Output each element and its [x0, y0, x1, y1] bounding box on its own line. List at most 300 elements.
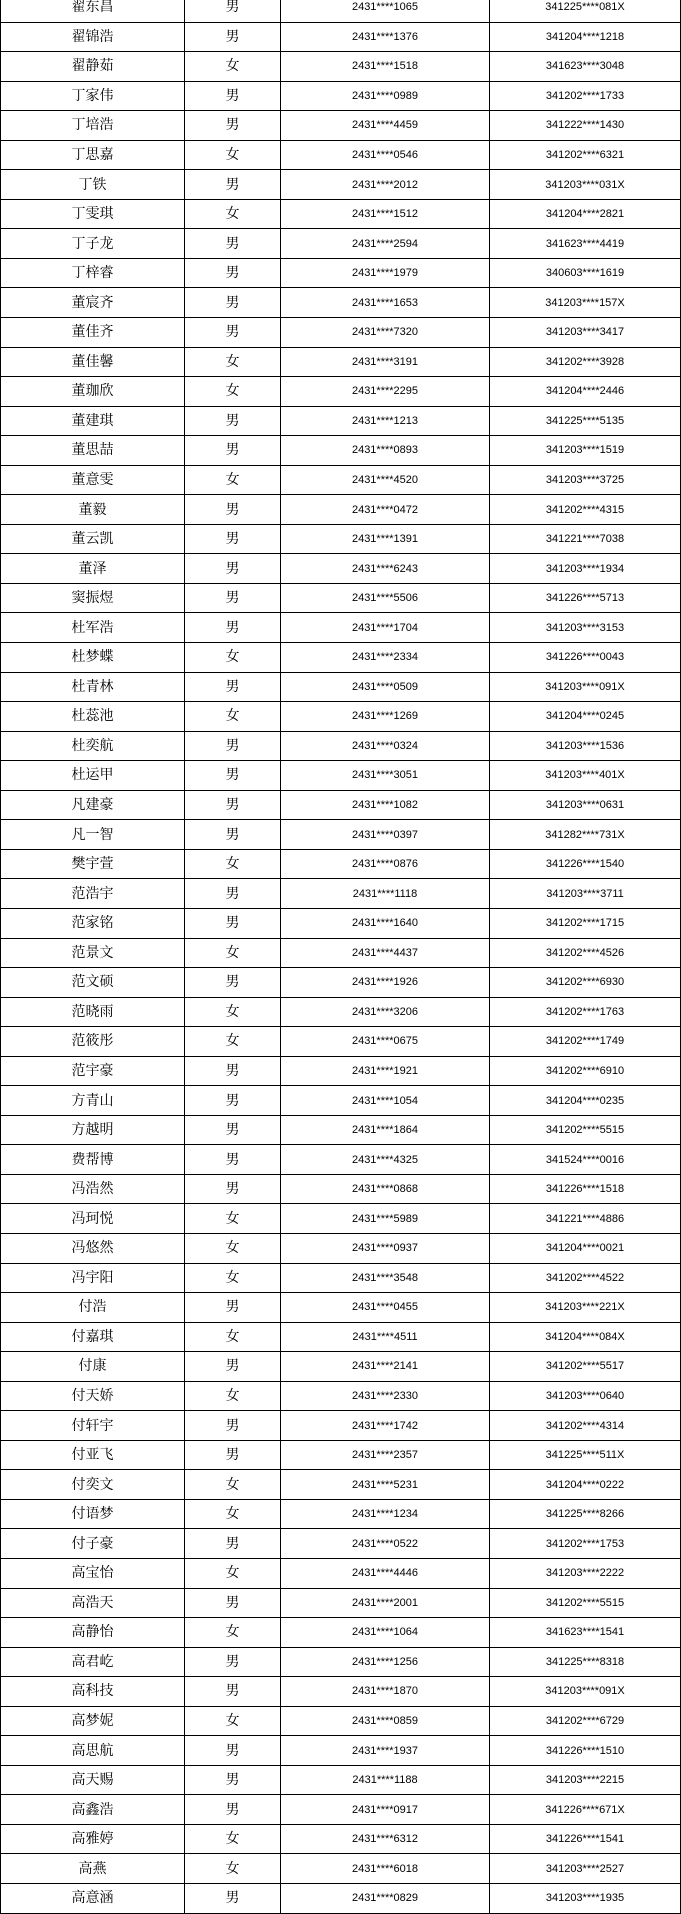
name-cell: 丁家伟 [1, 81, 185, 111]
exam-number-cell: 2431****1704 [281, 613, 490, 643]
gender-cell: 女 [185, 643, 281, 673]
name-cell: 范浩宇 [1, 879, 185, 909]
exam-number-cell: 2431****4446 [281, 1558, 490, 1588]
table-row [1, 1115, 681, 1145]
id-number-cell: 341222****1430 [490, 111, 681, 141]
exam-number-cell: 2431****0675 [281, 1027, 490, 1057]
table-row [1, 140, 681, 170]
gender-cell: 女 [185, 1263, 281, 1293]
exam-number-cell: 2431****6243 [281, 554, 490, 584]
name-cell: 丁梓睿 [1, 258, 185, 288]
table-row [1, 1558, 681, 1588]
exam-number-cell: 2431****1653 [281, 288, 490, 318]
table-row [1, 495, 681, 525]
gender-cell: 女 [185, 1824, 281, 1854]
name-cell: 高雅婷 [1, 1824, 185, 1854]
name-cell: 董珈欣 [1, 377, 185, 407]
id-number-cell: 341202****6321 [490, 140, 681, 170]
exam-number-cell: 2431****1054 [281, 1086, 490, 1116]
table-row [1, 672, 681, 702]
name-cell: 高天赐 [1, 1765, 185, 1795]
exam-number-cell: 2431****4325 [281, 1145, 490, 1175]
table-row [1, 377, 681, 407]
name-cell: 范文硕 [1, 968, 185, 998]
name-cell: 付语梦 [1, 1499, 185, 1529]
id-number-cell: 341623****1541 [490, 1618, 681, 1648]
gender-cell: 男 [185, 111, 281, 141]
table-row [1, 1854, 681, 1884]
table-row [1, 731, 681, 761]
id-number-cell: 341203****3417 [490, 318, 681, 348]
table-body [1, 0, 681, 1913]
gender-cell: 男 [185, 22, 281, 52]
exam-number-cell: 2431****0829 [281, 1884, 490, 1914]
exam-number-cell: 2431****1512 [281, 199, 490, 229]
table-row [1, 1027, 681, 1057]
name-cell: 付嘉琪 [1, 1322, 185, 1352]
gender-cell: 男 [185, 820, 281, 850]
name-cell: 付浩 [1, 1293, 185, 1323]
id-number-cell: 341226****1510 [490, 1736, 681, 1766]
name-cell: 杜运甲 [1, 761, 185, 791]
table-row [1, 1647, 681, 1677]
name-cell: 冯浩然 [1, 1174, 185, 1204]
table-row [1, 820, 681, 850]
id-number-cell: 341204****084X [490, 1322, 681, 1352]
exam-number-cell: 2431****1921 [281, 1056, 490, 1086]
gender-cell: 男 [185, 1293, 281, 1323]
table-row [1, 1322, 681, 1352]
id-number-cell: 341226****1541 [490, 1824, 681, 1854]
gender-cell: 女 [185, 938, 281, 968]
id-number-cell: 341226****5713 [490, 583, 681, 613]
exam-number-cell: 2431****2141 [281, 1352, 490, 1382]
name-cell: 凡建豪 [1, 790, 185, 820]
id-number-cell: 341202****3928 [490, 347, 681, 377]
id-number-cell: 341202****6930 [490, 968, 681, 998]
exam-number-cell: 2431****4511 [281, 1322, 490, 1352]
id-number-cell: 341226****0043 [490, 643, 681, 673]
id-number-cell: 341202****6729 [490, 1706, 681, 1736]
exam-number-cell: 2431****1064 [281, 1618, 490, 1648]
id-number-cell: 341203****3153 [490, 613, 681, 643]
table-row [1, 790, 681, 820]
name-cell: 方青山 [1, 1086, 185, 1116]
table-row [1, 938, 681, 968]
table-row [1, 1795, 681, 1825]
id-number-cell: 341203****221X [490, 1293, 681, 1323]
exam-number-cell: 2431****1926 [281, 968, 490, 998]
gender-cell: 男 [185, 288, 281, 318]
table-row [1, 1765, 681, 1795]
name-cell: 丁子龙 [1, 229, 185, 259]
table-row [1, 613, 681, 643]
id-number-cell: 341203****2222 [490, 1558, 681, 1588]
table-row [1, 1677, 681, 1707]
gender-cell: 男 [185, 0, 281, 22]
exam-number-cell: 2431****1213 [281, 406, 490, 436]
table-row [1, 347, 681, 377]
gender-cell: 男 [185, 524, 281, 554]
table-row [1, 1470, 681, 1500]
id-number-cell: 341203****1536 [490, 731, 681, 761]
table-row [1, 1736, 681, 1766]
id-number-cell: 341202****1763 [490, 997, 681, 1027]
table-row [1, 1352, 681, 1382]
name-cell: 范宇豪 [1, 1056, 185, 1086]
table-row [1, 1588, 681, 1618]
id-number-cell: 341202****1733 [490, 81, 681, 111]
id-number-cell: 341202****4522 [490, 1263, 681, 1293]
id-number-cell: 341204****0245 [490, 702, 681, 732]
table-row [1, 288, 681, 318]
table-row [1, 199, 681, 229]
gender-cell: 女 [185, 1558, 281, 1588]
table-row [1, 1145, 681, 1175]
exam-number-cell: 2431****0397 [281, 820, 490, 850]
name-cell: 高君屹 [1, 1647, 185, 1677]
name-cell: 董云凯 [1, 524, 185, 554]
name-cell: 杜奕航 [1, 731, 185, 761]
exam-number-cell: 2431****2001 [281, 1588, 490, 1618]
exam-number-cell: 2431****1742 [281, 1411, 490, 1441]
id-number-cell: 341203****2215 [490, 1765, 681, 1795]
table-row [1, 436, 681, 466]
name-cell: 范筱彤 [1, 1027, 185, 1057]
name-cell: 杜梦蝶 [1, 643, 185, 673]
exam-number-cell: 2431****0859 [281, 1706, 490, 1736]
table-row [1, 997, 681, 1027]
exam-number-cell: 2431****2357 [281, 1440, 490, 1470]
id-number-cell: 341202****4314 [490, 1411, 681, 1441]
table-row [1, 81, 681, 111]
id-number-cell: 341204****0235 [490, 1086, 681, 1116]
gender-cell: 男 [185, 1352, 281, 1382]
gender-cell: 男 [185, 1588, 281, 1618]
table-row [1, 1499, 681, 1529]
table-row [1, 524, 681, 554]
gender-cell: 女 [185, 1854, 281, 1884]
table-row [1, 318, 681, 348]
id-number-cell: 341225****8266 [490, 1499, 681, 1529]
table-row [1, 22, 681, 52]
name-cell: 董泽 [1, 554, 185, 584]
exam-number-cell: 2431****1937 [281, 1736, 490, 1766]
id-number-cell: 341226****1518 [490, 1174, 681, 1204]
exam-number-cell: 2431****5989 [281, 1204, 490, 1234]
name-cell: 董佳馨 [1, 347, 185, 377]
gender-cell: 女 [185, 1706, 281, 1736]
id-number-cell: 341226****671X [490, 1795, 681, 1825]
id-number-cell: 341225****511X [490, 1440, 681, 1470]
name-cell: 翟东昌 [1, 0, 185, 22]
exam-number-cell: 2431****2295 [281, 377, 490, 407]
id-number-cell: 341203****3711 [490, 879, 681, 909]
table-row [1, 1263, 681, 1293]
id-number-cell: 341203****1519 [490, 436, 681, 466]
name-cell: 高科技 [1, 1677, 185, 1707]
id-number-cell: 341225****8318 [490, 1647, 681, 1677]
exam-number-cell: 2431****0546 [281, 140, 490, 170]
id-number-cell: 341204****2446 [490, 377, 681, 407]
gender-cell: 女 [185, 1618, 281, 1648]
name-cell: 杜蕊池 [1, 702, 185, 732]
name-cell: 高宝怡 [1, 1558, 185, 1588]
gender-cell: 男 [185, 406, 281, 436]
id-number-cell: 341202****1749 [490, 1027, 681, 1057]
exam-number-cell: 2431****0522 [281, 1529, 490, 1559]
gender-cell: 男 [185, 170, 281, 200]
name-cell: 高意涵 [1, 1884, 185, 1914]
table-row [1, 1086, 681, 1116]
id-number-cell: 341221****7038 [490, 524, 681, 554]
gender-cell: 男 [185, 761, 281, 791]
table-row [1, 52, 681, 82]
exam-number-cell: 2431****1256 [281, 1647, 490, 1677]
exam-number-cell: 2431****2594 [281, 229, 490, 259]
gender-cell: 男 [185, 968, 281, 998]
gender-cell: 男 [185, 258, 281, 288]
table-row [1, 111, 681, 141]
exam-number-cell: 2431****5506 [281, 583, 490, 613]
gender-cell: 女 [185, 1381, 281, 1411]
exam-number-cell: 2431****0455 [281, 1293, 490, 1323]
name-cell: 窦振煜 [1, 583, 185, 613]
gender-cell: 男 [185, 1736, 281, 1766]
id-number-cell: 341225****081X [490, 0, 681, 22]
name-cell: 丁铁 [1, 170, 185, 200]
table-row [1, 908, 681, 938]
gender-cell: 男 [185, 436, 281, 466]
gender-cell: 男 [185, 583, 281, 613]
name-cell: 范家铭 [1, 908, 185, 938]
exam-number-cell: 2431****0868 [281, 1174, 490, 1204]
name-cell: 付奕文 [1, 1470, 185, 1500]
exam-number-cell: 2431****1979 [281, 258, 490, 288]
name-cell: 冯珂悦 [1, 1204, 185, 1234]
table-row [1, 1381, 681, 1411]
gender-cell: 男 [185, 1795, 281, 1825]
id-number-cell: 341203****091X [490, 1677, 681, 1707]
id-number-cell: 341202****4526 [490, 938, 681, 968]
exam-number-cell: 2431****3206 [281, 997, 490, 1027]
name-cell: 翟锦浩 [1, 22, 185, 52]
id-number-cell: 341203****1935 [490, 1884, 681, 1914]
exam-number-cell: 2431****7320 [281, 318, 490, 348]
name-cell: 费帮博 [1, 1145, 185, 1175]
id-number-cell: 341226****1540 [490, 849, 681, 879]
name-cell: 翟静茹 [1, 52, 185, 82]
gender-cell: 女 [185, 997, 281, 1027]
name-cell: 付天娇 [1, 1381, 185, 1411]
name-cell: 凡一智 [1, 820, 185, 850]
id-number-cell: 341202****5517 [490, 1352, 681, 1382]
exam-number-cell: 2431****0876 [281, 849, 490, 879]
id-number-cell: 341203****031X [490, 170, 681, 200]
gender-cell: 男 [185, 1765, 281, 1795]
exam-number-cell: 2431****2012 [281, 170, 490, 200]
name-cell: 高浩天 [1, 1588, 185, 1618]
exam-number-cell: 2431****0472 [281, 495, 490, 525]
id-number-cell: 341225****5135 [490, 406, 681, 436]
id-number-cell: 341524****0016 [490, 1145, 681, 1175]
id-number-cell: 341202****6910 [490, 1056, 681, 1086]
name-cell: 杜青林 [1, 672, 185, 702]
exam-number-cell: 2431****0917 [281, 1795, 490, 1825]
table-row [1, 554, 681, 584]
exam-number-cell: 2431****1640 [281, 908, 490, 938]
exam-number-cell: 2431****0937 [281, 1233, 490, 1263]
table-row [1, 1529, 681, 1559]
table-row [1, 1233, 681, 1263]
table-row [1, 968, 681, 998]
table-row [1, 1440, 681, 1470]
name-cell: 冯悠然 [1, 1233, 185, 1263]
exam-number-cell: 2431****1234 [281, 1499, 490, 1529]
exam-number-cell: 2431****1082 [281, 790, 490, 820]
gender-cell: 男 [185, 1086, 281, 1116]
gender-cell: 男 [185, 1677, 281, 1707]
name-cell: 董佳齐 [1, 318, 185, 348]
gender-cell: 男 [185, 672, 281, 702]
name-cell: 高思航 [1, 1736, 185, 1766]
name-cell: 付康 [1, 1352, 185, 1382]
gender-cell: 男 [185, 554, 281, 584]
exam-number-cell: 2431****6312 [281, 1824, 490, 1854]
exam-number-cell: 2431****6018 [281, 1854, 490, 1884]
table-row [1, 1056, 681, 1086]
gender-cell: 女 [185, 1027, 281, 1057]
gender-cell: 女 [185, 1233, 281, 1263]
exam-number-cell: 2431****0989 [281, 81, 490, 111]
table-row [1, 229, 681, 259]
name-cell: 董思喆 [1, 436, 185, 466]
gender-cell: 男 [185, 1056, 281, 1086]
exam-number-cell: 2431****1864 [281, 1115, 490, 1145]
exam-number-cell: 2431****4459 [281, 111, 490, 141]
id-number-cell: 341203****157X [490, 288, 681, 318]
gender-cell: 女 [185, 1204, 281, 1234]
id-number-cell: 341204****2821 [490, 199, 681, 229]
id-number-cell: 341202****5515 [490, 1115, 681, 1145]
id-number-cell: 341623****4419 [490, 229, 681, 259]
table-row [1, 1884, 681, 1914]
gender-cell: 男 [185, 1411, 281, 1441]
gender-cell: 男 [185, 908, 281, 938]
gender-cell: 男 [185, 1145, 281, 1175]
gender-cell: 男 [185, 731, 281, 761]
exam-number-cell: 2431****1870 [281, 1677, 490, 1707]
id-number-cell: 341203****1934 [490, 554, 681, 584]
exam-number-cell: 2431****0509 [281, 672, 490, 702]
id-number-cell: 341282****731X [490, 820, 681, 850]
exam-number-cell: 2431****2330 [281, 1381, 490, 1411]
id-number-cell: 341203****0631 [490, 790, 681, 820]
name-cell: 冯宇阳 [1, 1263, 185, 1293]
table-row [1, 849, 681, 879]
id-number-cell: 341203****091X [490, 672, 681, 702]
table-row [1, 1174, 681, 1204]
table-row [1, 702, 681, 732]
exam-number-cell: 2431****1269 [281, 702, 490, 732]
gender-cell: 女 [185, 140, 281, 170]
gender-cell: 女 [185, 347, 281, 377]
table-row [1, 1411, 681, 1441]
name-cell: 付子豪 [1, 1529, 185, 1559]
gender-cell: 男 [185, 229, 281, 259]
name-cell: 董意雯 [1, 465, 185, 495]
id-number-cell: 341203****3725 [490, 465, 681, 495]
gender-cell: 女 [185, 849, 281, 879]
exam-number-cell: 2431****1188 [281, 1765, 490, 1795]
id-number-cell: 341202****1753 [490, 1529, 681, 1559]
gender-cell: 女 [185, 465, 281, 495]
id-number-cell: 341202****1715 [490, 908, 681, 938]
id-number-cell: 341202****4315 [490, 495, 681, 525]
gender-cell: 男 [185, 613, 281, 643]
table-row [1, 1824, 681, 1854]
table-row [1, 643, 681, 673]
name-cell: 董毅 [1, 495, 185, 525]
gender-cell: 男 [185, 318, 281, 348]
table-row [1, 1204, 681, 1234]
gender-cell: 男 [185, 495, 281, 525]
name-cell: 丁培浩 [1, 111, 185, 141]
id-number-cell: 341221****4886 [490, 1204, 681, 1234]
exam-number-cell: 2431****0324 [281, 731, 490, 761]
name-cell: 方越明 [1, 1115, 185, 1145]
exam-number-cell: 2431****4437 [281, 938, 490, 968]
gender-cell: 女 [185, 1470, 281, 1500]
name-cell: 高静怡 [1, 1618, 185, 1648]
id-number-cell: 341202****5515 [490, 1588, 681, 1618]
id-number-cell: 341203****401X [490, 761, 681, 791]
exam-number-cell: 2431****3051 [281, 761, 490, 791]
exam-number-cell: 2431****0893 [281, 436, 490, 466]
table-row [1, 406, 681, 436]
gender-cell: 男 [185, 1174, 281, 1204]
id-number-cell: 341203****0640 [490, 1381, 681, 1411]
exam-number-cell: 2431****1391 [281, 524, 490, 554]
exam-number-cell: 2431****2334 [281, 643, 490, 673]
gender-cell: 女 [185, 377, 281, 407]
name-cell: 高鑫浩 [1, 1795, 185, 1825]
name-cell: 董建琪 [1, 406, 185, 436]
name-cell: 高梦妮 [1, 1706, 185, 1736]
name-cell: 付轩宇 [1, 1411, 185, 1441]
name-cell: 高燕 [1, 1854, 185, 1884]
name-cell: 范晓雨 [1, 997, 185, 1027]
table-row [1, 170, 681, 200]
id-number-cell: 341204****0021 [490, 1233, 681, 1263]
exam-number-cell: 2431****1376 [281, 22, 490, 52]
table-row [1, 1618, 681, 1648]
gender-cell: 男 [185, 1647, 281, 1677]
table-row [1, 879, 681, 909]
gender-cell: 女 [185, 702, 281, 732]
name-cell: 杜军浩 [1, 613, 185, 643]
gender-cell: 男 [185, 1529, 281, 1559]
table-row [1, 465, 681, 495]
table-row [1, 0, 681, 22]
gender-cell: 女 [185, 52, 281, 82]
table-row [1, 1293, 681, 1323]
table-row [1, 583, 681, 613]
name-cell: 丁雯琪 [1, 199, 185, 229]
id-number-cell: 341203****2527 [490, 1854, 681, 1884]
name-cell: 樊宇萱 [1, 849, 185, 879]
name-cell: 董宸齐 [1, 288, 185, 318]
